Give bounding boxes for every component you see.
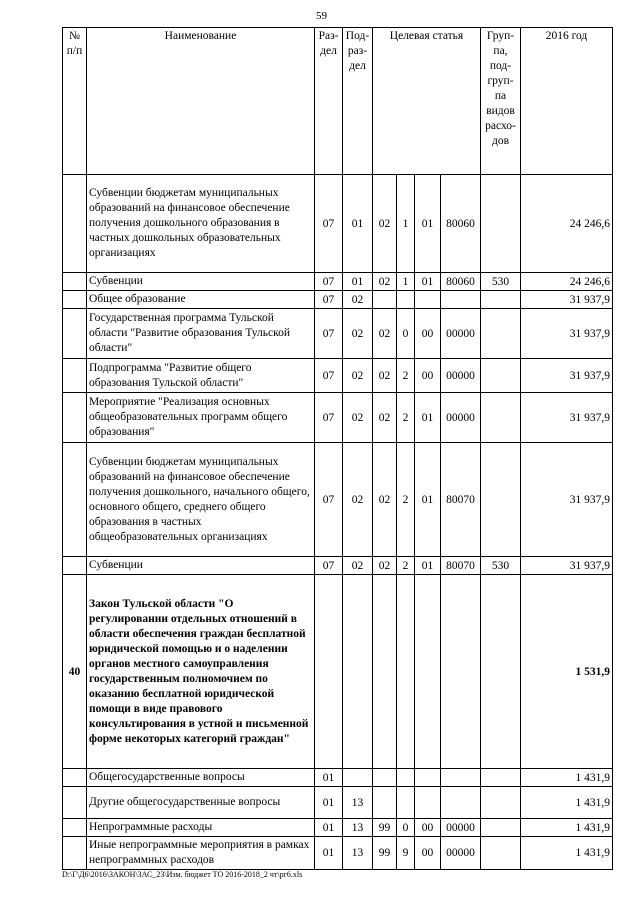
row-target-subprogram xyxy=(397,769,415,787)
row-target-program: 02 xyxy=(373,557,397,575)
row-expense-group xyxy=(481,575,521,769)
row-target-subprogram: 1 xyxy=(397,273,415,291)
row-subsection: 02 xyxy=(343,393,373,443)
table-row xyxy=(63,443,613,557)
row-target-direction: 00000 xyxy=(441,309,481,359)
page-number: 59 xyxy=(316,10,327,22)
row-target-program: 02 xyxy=(373,309,397,359)
table-row xyxy=(63,819,613,837)
row-name: Государственная программа Тульской области "Развитие образования Тульской области" xyxy=(87,309,315,359)
table-row xyxy=(63,359,613,393)
row-expense-group xyxy=(481,393,521,443)
row-section: 07 xyxy=(315,393,343,443)
row-section: 07 xyxy=(315,175,343,273)
table-row xyxy=(63,787,613,819)
row-name: Другие общегосударственные вопросы xyxy=(87,787,315,819)
col-year-header: 2016 год xyxy=(521,28,613,175)
row-section: 01 xyxy=(315,837,343,870)
row-target-event: 01 xyxy=(415,175,441,273)
row-expense-group xyxy=(481,787,521,819)
table-row xyxy=(63,175,613,273)
row-num xyxy=(63,443,87,557)
row-target-subprogram: 9 xyxy=(397,837,415,870)
row-section: 01 xyxy=(315,769,343,787)
row-target-program: 02 xyxy=(373,393,397,443)
row-target-subprogram: 0 xyxy=(397,819,415,837)
row-num xyxy=(63,175,87,273)
row-target-program: 99 xyxy=(373,837,397,870)
row-target-direction: 00000 xyxy=(441,393,481,443)
row-target-program: 02 xyxy=(373,175,397,273)
row-subsection: 01 xyxy=(343,273,373,291)
row-num xyxy=(63,787,87,819)
row-amount-2016: 31 937,9 xyxy=(521,393,613,443)
row-target-event: 00 xyxy=(415,819,441,837)
row-subsection: 02 xyxy=(343,443,373,557)
row-section: 07 xyxy=(315,291,343,309)
row-target-direction xyxy=(441,769,481,787)
row-expense-group xyxy=(481,309,521,359)
row-target-direction: 00000 xyxy=(441,837,481,870)
row-amount-2016: 24 246,6 xyxy=(521,175,613,273)
row-subsection: 02 xyxy=(343,309,373,359)
row-expense-group xyxy=(481,837,521,870)
row-target-event: 00 xyxy=(415,837,441,870)
col-section-header: Раз-дел xyxy=(315,28,343,175)
row-target-direction: 80070 xyxy=(441,557,481,575)
row-name: Мероприятие "Реализация основных общеобразовательных программ общего образования" xyxy=(87,393,315,443)
row-target-event: 00 xyxy=(415,309,441,359)
row-subsection: 13 xyxy=(343,837,373,870)
row-amount-2016: 31 937,9 xyxy=(521,291,613,309)
row-target-event xyxy=(415,575,441,769)
row-target-subprogram: 0 xyxy=(397,309,415,359)
row-target-subprogram xyxy=(397,575,415,769)
row-target-program xyxy=(373,787,397,819)
row-num xyxy=(63,309,87,359)
row-target-event xyxy=(415,291,441,309)
row-expense-group xyxy=(481,819,521,837)
row-expense-group xyxy=(481,443,521,557)
row-target-program xyxy=(373,769,397,787)
row-target-direction xyxy=(441,291,481,309)
row-target-program: 02 xyxy=(373,359,397,393)
col-subsection-header: Под-раз-дел xyxy=(343,28,373,175)
row-section: 07 xyxy=(315,443,343,557)
row-subsection xyxy=(343,575,373,769)
table-header-row xyxy=(63,28,613,175)
row-target-event: 01 xyxy=(415,443,441,557)
row-subsection xyxy=(343,769,373,787)
row-target-event: 00 xyxy=(415,359,441,393)
row-target-event xyxy=(415,787,441,819)
row-subsection: 02 xyxy=(343,557,373,575)
file-path-footer: D:\Г\Д6\2016\ЗАКОН\ЗАС_23\Изм. бюджет ТО 2016-2018_2 чт\рг6.xls xyxy=(62,870,303,879)
row-name: Подпрограмма "Развитие общего образования Тульской области" xyxy=(87,359,315,393)
row-subsection: 02 xyxy=(343,291,373,309)
row-num xyxy=(63,393,87,443)
row-name: Непрограммные расходы xyxy=(87,819,315,837)
row-target-program: 02 xyxy=(373,273,397,291)
row-section: 01 xyxy=(315,787,343,819)
table-row xyxy=(63,273,613,291)
table-row xyxy=(63,769,613,787)
row-num xyxy=(63,557,87,575)
col-num-header: № п/п xyxy=(63,28,87,175)
row-expense-group xyxy=(481,359,521,393)
row-num xyxy=(63,769,87,787)
row-target-subprogram: 2 xyxy=(397,443,415,557)
col-name-header: Наименование xyxy=(87,28,315,175)
row-section: 07 xyxy=(315,557,343,575)
row-target-event: 01 xyxy=(415,393,441,443)
row-expense-group: 530 xyxy=(481,273,521,291)
row-amount-2016: 31 937,9 xyxy=(521,443,613,557)
row-amount-2016: 1 431,9 xyxy=(521,769,613,787)
row-target-direction xyxy=(441,575,481,769)
table-row xyxy=(63,291,613,309)
row-num xyxy=(63,291,87,309)
table-row xyxy=(63,393,613,443)
row-amount-2016: 1 431,9 xyxy=(521,819,613,837)
row-target-direction: 00000 xyxy=(441,359,481,393)
table-row xyxy=(63,575,613,769)
table-row xyxy=(63,557,613,575)
row-target-direction: 80060 xyxy=(441,175,481,273)
row-expense-group xyxy=(481,291,521,309)
row-target-subprogram: 2 xyxy=(397,393,415,443)
row-target-program: 02 xyxy=(373,443,397,557)
row-amount-2016: 31 937,9 xyxy=(521,557,613,575)
row-num xyxy=(63,819,87,837)
row-num xyxy=(63,359,87,393)
row-subsection: 13 xyxy=(343,819,373,837)
row-expense-group xyxy=(481,175,521,273)
table-row xyxy=(63,837,613,870)
row-section: 01 xyxy=(315,819,343,837)
col-group-header: Груп-па, под-груп-па видов расхо-дов xyxy=(481,28,521,175)
row-target-direction xyxy=(441,787,481,819)
row-target-subprogram: 2 xyxy=(397,557,415,575)
budget-table xyxy=(62,27,613,870)
row-section xyxy=(315,575,343,769)
row-name: Субвенции бюджетам муниципальных образований на финансовое обеспечение получения дошкольного, начального общего, основного общего, среднего общего образования в частных общеобразовательных организациях xyxy=(87,443,315,557)
row-target-direction: 80070 xyxy=(441,443,481,557)
row-name: Субвенции бюджетам муниципальных образований на финансовое обеспечение получения дошкольного образования в частных дошкольных образовательных организациях xyxy=(87,175,315,273)
row-target-program: 99 xyxy=(373,819,397,837)
row-num: 40 xyxy=(63,575,87,769)
row-target-program xyxy=(373,575,397,769)
row-name: Иные непрограммные мероприятия в рамках непрограммных расходов xyxy=(87,837,315,870)
row-amount-2016: 31 937,9 xyxy=(521,309,613,359)
table-row xyxy=(63,309,613,359)
row-target-subprogram: 1 xyxy=(397,175,415,273)
row-amount-2016: 1 431,9 xyxy=(521,787,613,819)
row-target-subprogram xyxy=(397,291,415,309)
row-expense-group: 530 xyxy=(481,557,521,575)
row-subsection: 02 xyxy=(343,359,373,393)
row-target-direction: 80060 xyxy=(441,273,481,291)
row-target-program xyxy=(373,291,397,309)
row-section: 07 xyxy=(315,359,343,393)
row-section: 07 xyxy=(315,273,343,291)
row-name: Субвенции xyxy=(87,557,315,575)
row-amount-2016: 1 531,9 xyxy=(521,575,613,769)
row-name: Закон Тульской области "О регулировании отдельных отношений в области обеспечения граждан бесплатной юридической помощью и о наделении органов местного самоуправления государственным полномочием по оказанию бесплатной юридической помощи в виде правового консультирования в устной и письменной форме некоторых категорий граждан" xyxy=(87,575,315,769)
col-target-header: Целевая статья xyxy=(373,28,481,175)
row-amount-2016: 24 246,6 xyxy=(521,273,613,291)
row-target-event: 01 xyxy=(415,557,441,575)
row-target-event xyxy=(415,769,441,787)
row-name: Общегосударственные вопросы xyxy=(87,769,315,787)
row-target-subprogram: 2 xyxy=(397,359,415,393)
row-name: Общее образование xyxy=(87,291,315,309)
row-amount-2016: 1 431,9 xyxy=(521,837,613,870)
row-target-subprogram xyxy=(397,787,415,819)
row-num xyxy=(63,273,87,291)
row-section: 07 xyxy=(315,309,343,359)
row-name: Субвенции xyxy=(87,273,315,291)
row-subsection: 13 xyxy=(343,787,373,819)
row-subsection: 01 xyxy=(343,175,373,273)
row-amount-2016: 31 937,9 xyxy=(521,359,613,393)
row-target-event: 01 xyxy=(415,273,441,291)
row-expense-group xyxy=(481,769,521,787)
row-num xyxy=(63,837,87,870)
row-target-direction: 00000 xyxy=(441,819,481,837)
